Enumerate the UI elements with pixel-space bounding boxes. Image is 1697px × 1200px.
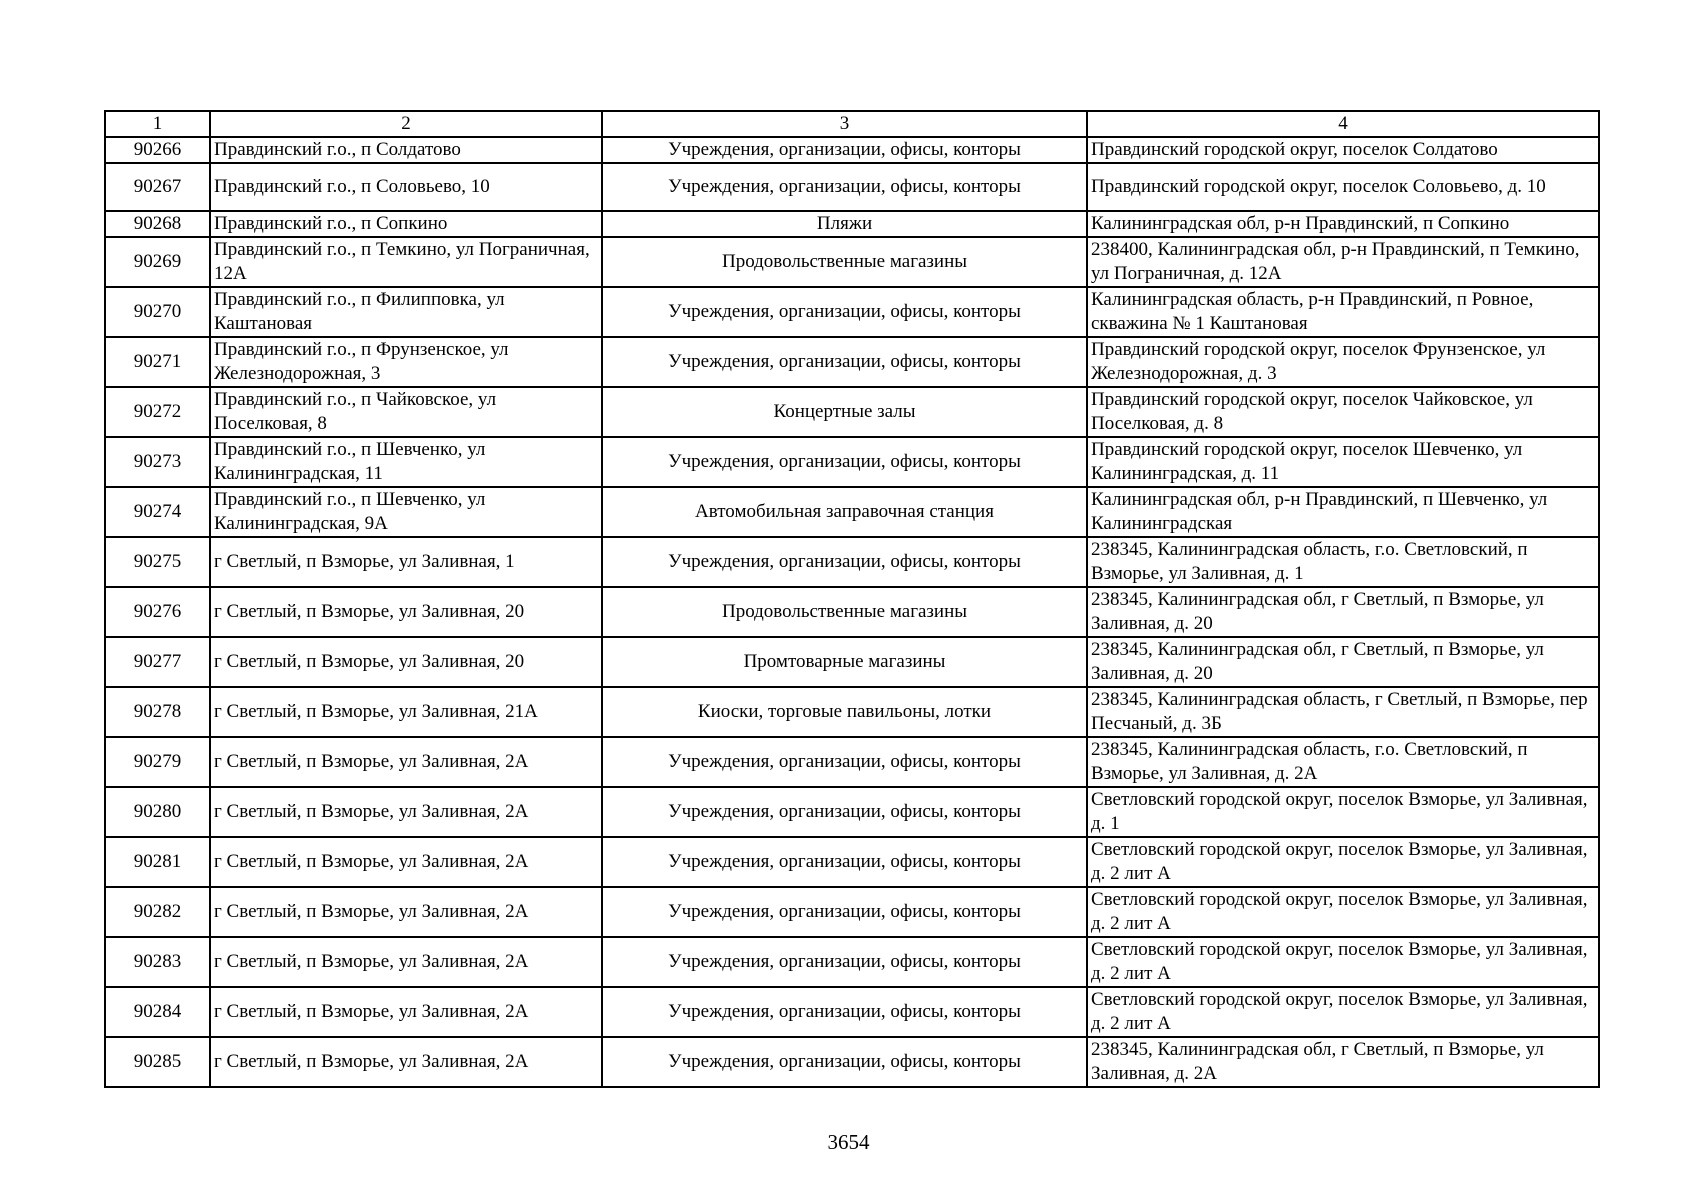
object-type: Продовольственные магазины: [602, 587, 1087, 637]
row-number: 90272: [105, 387, 210, 437]
full-address: 238345, Калининградская обл, г Светлый, п Взморье, ул Заливная, д. 2А: [1087, 1037, 1599, 1087]
table-row: [105, 937, 1599, 987]
row-number: 90280: [105, 787, 210, 837]
full-address: 238400, Калининградская обл, р-н Правдинский, п Темкино, ул Пограничная, д. 12А: [1087, 237, 1599, 287]
table-row: [105, 337, 1599, 387]
full-address: 238345, Калининградская обл, г Светлый, п Взморье, ул Заливная, д. 20: [1087, 637, 1599, 687]
column-header-4: 4: [1087, 111, 1599, 137]
object-address: г Светлый, п Взморье, ул Заливная, 21А: [210, 687, 602, 737]
object-type: Учреждения, организации, офисы, конторы: [602, 337, 1087, 387]
row-number: 90278: [105, 687, 210, 737]
full-address: Светловский городской округ, поселок Взморье, ул Заливная, д. 2 лит А: [1087, 937, 1599, 987]
table-header: [105, 111, 1599, 137]
object-type: Учреждения, организации, офисы, конторы: [602, 937, 1087, 987]
row-number: 90268: [105, 211, 210, 237]
object-address: г Светлый, п Взморье, ул Заливная, 2А: [210, 987, 602, 1037]
table-row: [105, 687, 1599, 737]
table-row: [105, 237, 1599, 287]
row-number: 90274: [105, 487, 210, 537]
table-row: [105, 637, 1599, 687]
object-address: Правдинский г.о., п Шевченко, ул Калининградская, 9А: [210, 487, 602, 537]
full-address: Правдинский городской округ, поселок Шевченко, ул Калининградская, д. 11: [1087, 437, 1599, 487]
table-row: [105, 1037, 1599, 1087]
table-row: [105, 211, 1599, 237]
row-number: 90273: [105, 437, 210, 487]
object-type: Учреждения, организации, офисы, конторы: [602, 163, 1087, 211]
object-address: Правдинский г.о., п Сопкино: [210, 211, 602, 237]
table-row: [105, 837, 1599, 887]
row-number: 90285: [105, 1037, 210, 1087]
row-number: 90267: [105, 163, 210, 211]
object-address: г Светлый, п Взморье, ул Заливная, 20: [210, 587, 602, 637]
row-number: 90279: [105, 737, 210, 787]
row-number: 90275: [105, 537, 210, 587]
column-header-1: 1: [105, 111, 210, 137]
registry-table: [104, 110, 1600, 1088]
object-address: Правдинский г.о., п Филипповка, ул Каштановая: [210, 287, 602, 337]
object-type: Учреждения, организации, офисы, конторы: [602, 987, 1087, 1037]
row-number: 90269: [105, 237, 210, 287]
object-address: г Светлый, п Взморье, ул Заливная, 2А: [210, 937, 602, 987]
object-type: Учреждения, организации, офисы, конторы: [602, 837, 1087, 887]
row-number: 90271: [105, 337, 210, 387]
object-address: г Светлый, п Взморье, ул Заливная, 2А: [210, 737, 602, 787]
row-number: 90282: [105, 887, 210, 937]
table-row: [105, 737, 1599, 787]
column-header-3: 3: [602, 111, 1087, 137]
object-type: Учреждения, организации, офисы, конторы: [602, 787, 1087, 837]
table-row: [105, 987, 1599, 1037]
object-type: Автомобильная заправочная станция: [602, 487, 1087, 537]
full-address: Калининградская обл, р-н Правдинский, п Сопкино: [1087, 211, 1599, 237]
object-address: Правдинский г.о., п Солдатово: [210, 137, 602, 163]
table-row: [105, 163, 1599, 211]
table-row: [105, 587, 1599, 637]
column-header-2: 2: [210, 111, 602, 137]
table-row: [105, 387, 1599, 437]
full-address: 238345, Калининградская область, г Светлый, п Взморье, пер Песчаный, д. 3Б: [1087, 687, 1599, 737]
row-number: 90281: [105, 837, 210, 887]
object-type: Учреждения, организации, офисы, конторы: [602, 537, 1087, 587]
object-type: Учреждения, организации, офисы, конторы: [602, 737, 1087, 787]
object-address: г Светлый, п Взморье, ул Заливная, 20: [210, 637, 602, 687]
row-number: 90283: [105, 937, 210, 987]
full-address: Светловский городской округ, поселок Взморье, ул Заливная, д. 2 лит А: [1087, 887, 1599, 937]
object-type: Концертные залы: [602, 387, 1087, 437]
full-address: 238345, Калининградская область, г.о. Светловский, п Взморье, ул Заливная, д. 1: [1087, 537, 1599, 587]
object-type: Учреждения, организации, офисы, конторы: [602, 887, 1087, 937]
object-address: г Светлый, п Взморье, ул Заливная, 2А: [210, 887, 602, 937]
table-row: [105, 437, 1599, 487]
object-address: г Светлый, п Взморье, ул Заливная, 1: [210, 537, 602, 587]
table-row: [105, 137, 1599, 163]
object-type: Учреждения, организации, офисы, конторы: [602, 1037, 1087, 1087]
object-type: Учреждения, организации, офисы, конторы: [602, 437, 1087, 487]
full-address: 238345, Калининградская область, г.о. Светловский, п Взморье, ул Заливная, д. 2А: [1087, 737, 1599, 787]
table-row: [105, 537, 1599, 587]
object-address: Правдинский г.о., п Чайковское, ул Поселковая, 8: [210, 387, 602, 437]
page-number: 3654: [827, 1130, 870, 1154]
header-row: [105, 111, 1599, 137]
object-type: Пляжи: [602, 211, 1087, 237]
table-row: [105, 287, 1599, 337]
object-address: Правдинский г.о., п Шевченко, ул Калининградская, 11: [210, 437, 602, 487]
row-number: 90277: [105, 637, 210, 687]
row-number: 90284: [105, 987, 210, 1037]
object-address: Правдинский г.о., п Темкино, ул Пограничная, 12А: [210, 237, 602, 287]
table-row: [105, 887, 1599, 937]
object-address: г Светлый, п Взморье, ул Заливная, 2А: [210, 1037, 602, 1087]
table-body: [105, 137, 1599, 1087]
object-address: г Светлый, п Взморье, ул Заливная, 2А: [210, 837, 602, 887]
object-type: Киоски, торговые павильоны, лотки: [602, 687, 1087, 737]
full-address: Калининградская область, р-н Правдинский, п Ровное, скважина № 1 Каштановая: [1087, 287, 1599, 337]
full-address: 238345, Калининградская обл, г Светлый, п Взморье, ул Заливная, д. 20: [1087, 587, 1599, 637]
full-address: Светловский городской округ, поселок Взморье, ул Заливная, д. 2 лит А: [1087, 837, 1599, 887]
full-address: Правдинский городской округ, поселок Соловьево, д. 10: [1087, 163, 1599, 211]
table-row: [105, 787, 1599, 837]
object-type: Продовольственные магазины: [602, 237, 1087, 287]
full-address: Правдинский городской округ, поселок Солдатово: [1087, 137, 1599, 163]
object-type: Промтоварные магазины: [602, 637, 1087, 687]
full-address: Светловский городской округ, поселок Взморье, ул Заливная, д. 2 лит А: [1087, 987, 1599, 1037]
full-address: Правдинский городской округ, поселок Фрунзенское, ул Железнодорожная, д. 3: [1087, 337, 1599, 387]
row-number: 90270: [105, 287, 210, 337]
full-address: Правдинский городской округ, поселок Чайковское, ул Поселковая, д. 8: [1087, 387, 1599, 437]
full-address: Калининградская обл, р-н Правдинский, п Шевченко, ул Калининградская: [1087, 487, 1599, 537]
object-type: Учреждения, организации, офисы, конторы: [602, 287, 1087, 337]
full-address: Светловский городской округ, поселок Взморье, ул Заливная, д. 1: [1087, 787, 1599, 837]
object-address: г Светлый, п Взморье, ул Заливная, 2А: [210, 787, 602, 837]
row-number: 90276: [105, 587, 210, 637]
object-address: Правдинский г.о., п Соловьево, 10: [210, 163, 602, 211]
object-type: Учреждения, организации, офисы, конторы: [602, 137, 1087, 163]
row-number: 90266: [105, 137, 210, 163]
object-address: Правдинский г.о., п Фрунзенское, ул Железнодорожная, 3: [210, 337, 602, 387]
table-row: [105, 487, 1599, 537]
